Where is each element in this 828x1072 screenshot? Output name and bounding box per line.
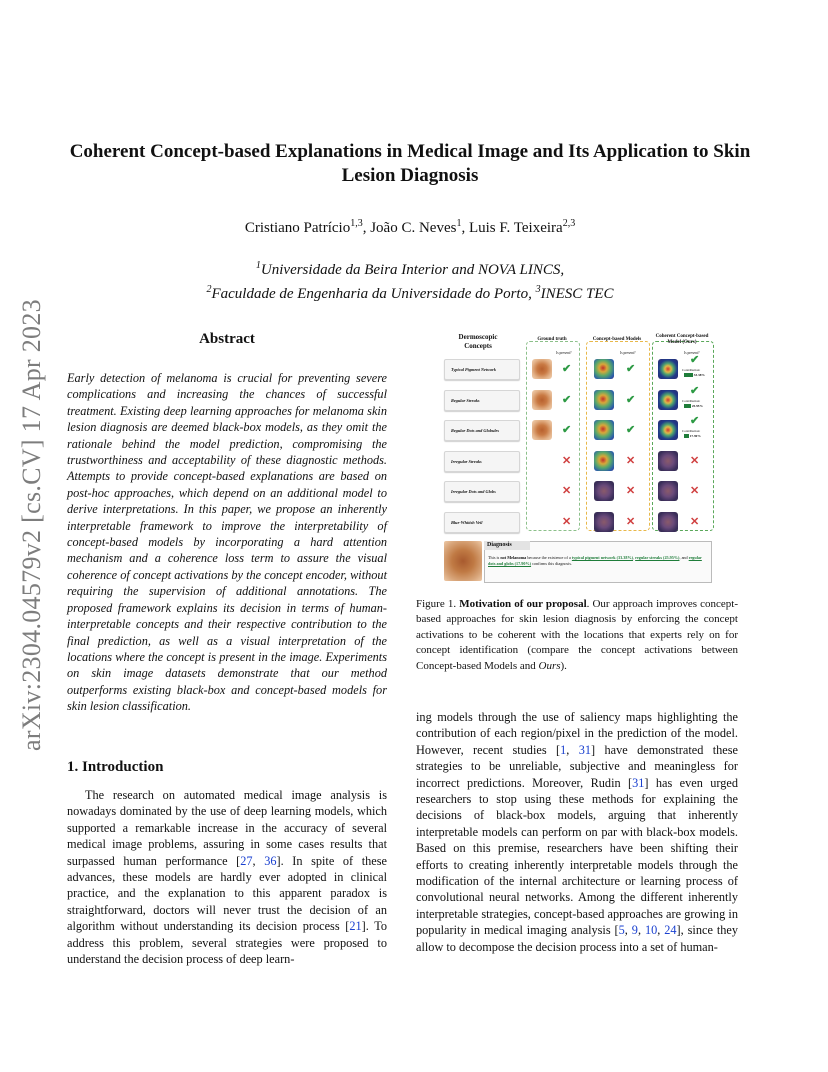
caption-bold: Motivation of our proposal <box>459 598 587 610</box>
diagnosis-concept-link: regular dots and globs (17.90%) <box>488 555 702 566</box>
contribution-value: 17.90% <box>689 434 701 438</box>
citation-link[interactable]: 24 <box>664 923 677 938</box>
cross-icon: ✕ <box>690 454 700 467</box>
text-run: ]. To address this problem, several strategies were proposed to understand the decision process of deep learn- <box>67 919 387 967</box>
concept-activation-map <box>594 359 614 379</box>
coherent-activation-map <box>658 359 678 379</box>
text-run: , <box>624 923 632 938</box>
figure-caption <box>416 597 738 674</box>
caption-label: Figure 1. <box>416 598 457 610</box>
contribution-label: Contribution: <box>682 398 701 403</box>
coherent-activation-map <box>658 481 678 501</box>
introduction-text <box>67 787 387 967</box>
affiliation-2: Faculdade de Engenharia da Universidade do Porto, <box>211 286 532 302</box>
diagnosis-concept-link: regular streaks (25.95%) <box>635 555 680 560</box>
text-run: , <box>566 742 579 757</box>
concept-activation-map <box>594 481 614 501</box>
concept-row-label: Blue-Whitish Veil <box>444 512 520 533</box>
citation-link[interactable]: 21 <box>349 919 362 934</box>
check-icon: ✔ <box>690 354 700 366</box>
check-icon: ✔ <box>626 363 636 375</box>
contribution-bar <box>684 373 693 377</box>
author-sup: 1,3 <box>350 218 363 229</box>
ground-truth-lesion-image <box>532 359 552 379</box>
author-name: Cristiano Patrício <box>244 220 351 236</box>
introduction-heading: 1. Introduction <box>67 759 164 775</box>
ours-header: Coherent Concept-based Model (Ours) <box>655 334 709 345</box>
concept-row-label: Regular Streaks <box>444 390 520 411</box>
affil-sup: 1 <box>255 260 261 271</box>
contribution-label: Contribution: <box>682 368 701 372</box>
ground-truth-header: Ground truth <box>537 337 567 342</box>
citation-link[interactable]: 5 <box>618 923 625 938</box>
contribution-label: Contribution: <box>682 429 701 433</box>
concept-row-label: Irregular Dots and Globs <box>444 481 520 502</box>
citation-link[interactable]: 27 <box>240 853 253 868</box>
citation-link[interactable]: 9 <box>631 923 638 938</box>
cross-icon: ✕ <box>562 454 572 467</box>
affiliation-3: INESC TEC <box>540 286 614 302</box>
dermoscopic-concepts-header: Dermoscopic Concepts <box>458 333 498 350</box>
text-run: The research on automated medical image analysis is nowadays dominated by the use of deep learning models, which supported a remarkable increase in the accuracy of several medical image problems, assuring in some cases results that surpassed human performance [ <box>67 788 387 868</box>
concept-row-label: Regular Dots and Globules <box>444 420 520 441</box>
cross-icon: ✕ <box>562 485 572 497</box>
figure-1 <box>444 331 714 581</box>
text-run: , <box>633 555 636 560</box>
ground-truth-lesion-image <box>532 390 552 410</box>
ground-truth-lesion-image <box>532 420 552 440</box>
lesion-image <box>444 541 482 581</box>
concept-activation-map <box>594 451 614 471</box>
abstract-text: Early detection of melanoma is crucial for preventing severe complications and increasing the chances of successful treatment. Existing deep learning approaches for melanoma skin lesion diagnosis are deemed black-box models, as they omit the rationale behind the model prediction, compromising the trustworthiness and acceptability of these diagnostic methods. Attempts to provide concept-based explanations are based on post-hoc approaches, which depend on an additional model to derive interpretations. In this paper, we propose an inherently interpretable framework to improve the interpretability of concept-based models by incorporating a hard attention mechanism and a coherence loss term to assure the visual coherence of concept activations by the concept encoder, without requiring the supervision of additional annotations. The proposed framework explains its decision in terms of human-interpretable concepts and their respective contribution to the final prediction, as well as a visual interpretation of the locations where the concept is present in the image. Experiments on skin image datasets demonstrate that our method outperforms existing black-box and concept-based models for skin lesion classification. <box>67 371 387 714</box>
author-name: Luis F. Teixeira <box>468 220 563 236</box>
text-run: ], since they allow to decompose the decision process into a set of human- <box>416 923 738 954</box>
is-present-label: Is present? <box>620 351 636 355</box>
affil-sup: 3 <box>535 284 541 295</box>
cross-icon: ✕ <box>626 485 636 497</box>
arxiv-identifier-text: arXiv:2304.04579v2 [cs.CV] 17 Apr 2023 <box>17 299 46 751</box>
contribution-bar <box>684 434 689 438</box>
text-run: , <box>637 923 645 938</box>
concept-activation-map <box>594 420 614 440</box>
author-sup: 2,3 <box>562 218 576 229</box>
contribution-bar <box>684 404 691 408</box>
cross-icon: ✕ <box>690 485 700 497</box>
concept-activation-map <box>594 390 614 410</box>
author-list: Cristiano Patrício$^{1,3}$, João C. Neves$^1$, Luis F. Teixeira$^{2,3}$ <box>244 218 576 236</box>
affil-sup: 2 <box>206 284 212 295</box>
text-run: , and <box>679 555 689 560</box>
is-present-label: Is present? <box>556 351 572 355</box>
check-icon: ✔ <box>562 393 572 406</box>
citation-link[interactable]: 10 <box>644 923 658 938</box>
arxiv-identifier <box>14 290 50 760</box>
text-run: ] have demonstrated these strategies to be unreliable, subjective and meaningless for incorrect predictions. Moreover, Rudin [ <box>416 742 738 790</box>
author-name: João C. Neves <box>370 220 457 236</box>
author-sup: 1 <box>456 218 462 229</box>
concept-activation-map <box>594 512 614 532</box>
citation-link[interactable]: 31 <box>578 742 592 757</box>
text-run: ing models through the use of saliency maps highlighting the contribution of each region/pixel in the prediction of the model. However, recent studies [ <box>416 710 738 757</box>
affiliations <box>60 256 760 304</box>
concept-row-label: Irregular Streaks <box>444 451 520 472</box>
cross-icon: ✕ <box>626 515 636 528</box>
cross-icon: ✕ <box>690 515 700 528</box>
diagnosis-text <box>488 555 706 567</box>
text-run: This is <box>488 555 501 560</box>
check-icon: ✔ <box>690 415 700 427</box>
check-icon: ✔ <box>626 393 636 406</box>
cross-icon: ✕ <box>626 454 636 467</box>
concept-row-label: Typical Pigment Network <box>444 359 520 380</box>
citation-link[interactable]: 36 <box>264 853 277 868</box>
paper-title: Coherent Concept-based Explanations in Medical Image and Its Application to Skin Lesion Diagnosis <box>69 141 751 186</box>
text-run: because the existence of a <box>526 555 572 560</box>
diagnosis-header: Diagnosis <box>484 541 530 550</box>
check-icon: ✔ <box>690 384 700 397</box>
caption-end: ). <box>560 659 567 672</box>
contribution-value: 25.95% <box>691 403 703 408</box>
affiliation-1: Universidade da Beira Interior and NOVA LINCS, <box>260 262 565 278</box>
check-icon: ✔ <box>626 424 636 436</box>
citation-link[interactable]: 31 <box>632 775 645 790</box>
check-icon: ✔ <box>562 363 572 375</box>
concept-models-header: Concept-based Models <box>592 337 642 342</box>
coherent-activation-map <box>658 512 678 532</box>
right-column-text <box>416 709 738 955</box>
text-run: ] has even urged researchers to stop using these methods for explaining the decisions of black-box models, arguing that inherently interpretable models can perform on par with black-box models. Based on this premise, researchers have been shifting their efforts to creating inherently interpretable models through the modification of the internal architecture or learning process of convolutional neural networks. Among the different inherently interpretable strategies, concept-based approaches are growing in popularity in medical imaging analysis [ <box>416 775 738 938</box>
check-icon: ✔ <box>562 424 572 436</box>
text-run: , <box>657 923 665 938</box>
cross-icon: ✕ <box>562 515 572 528</box>
coherent-activation-map <box>658 420 678 440</box>
diagnosis-concept-link: typical pigment network (33.38%) <box>571 555 634 560</box>
text-run: ]. In spite of these advances, these models are hardly ever adopted in clinical practice, and the explanation to this apparent paradox is straightforward, doctors will never trust the decision of an algorithm without understanding its decision process [ <box>67 853 387 934</box>
text-run: confirms this diagnosis. <box>531 561 572 566</box>
text-run: , <box>252 853 265 868</box>
is-present-label: Is present? <box>684 351 700 355</box>
caption-text: . Our approach improves concept-based approaches for skin lesion diagnosis by enforcing the concept activations to be coherent with the locations that experts rely on for concept identification (compare the concept activations between Concept-based Models and <box>416 598 738 672</box>
diagnosis-bold: not Melanoma <box>500 555 527 560</box>
abstract-heading: Abstract <box>199 331 255 347</box>
contribution-value: 33.38% <box>693 373 705 377</box>
coherent-activation-map <box>658 390 678 410</box>
citation-link[interactable]: 1 <box>560 742 567 757</box>
coherent-activation-map <box>658 451 678 471</box>
caption-italic: Ours <box>538 659 561 672</box>
